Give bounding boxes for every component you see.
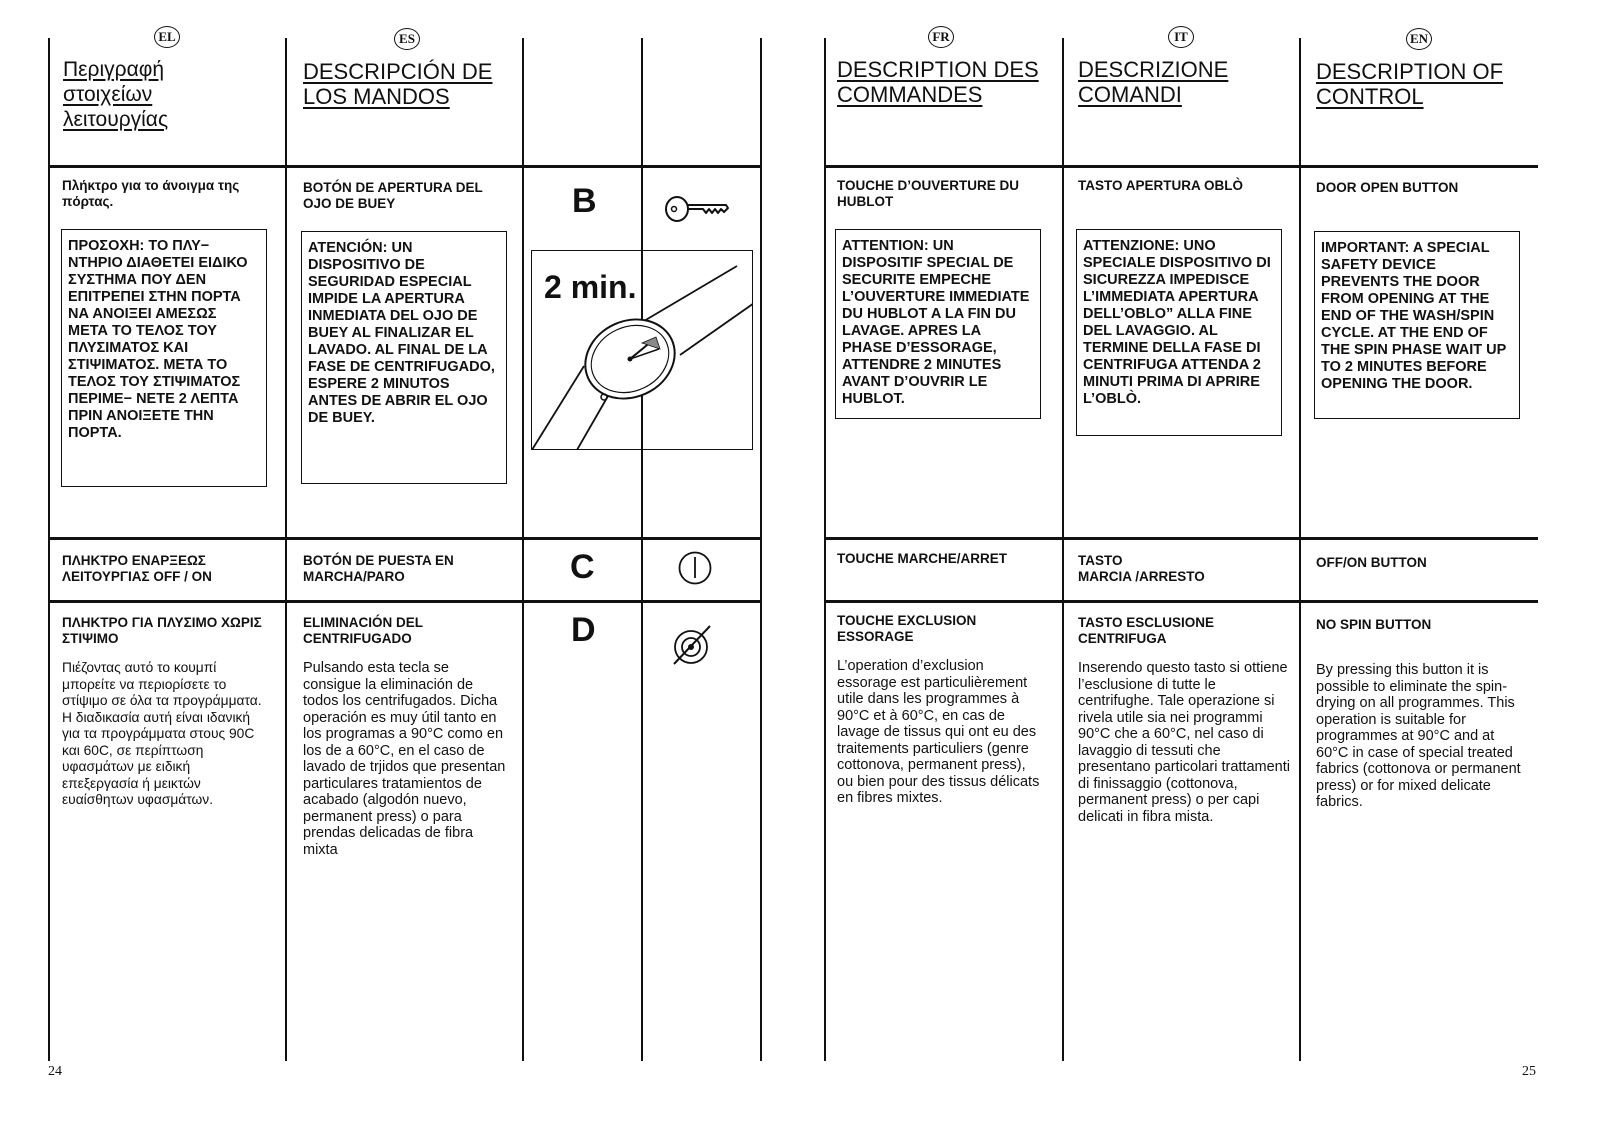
- onoff-label-it: TASTO MARCIA /ARRESTO: [1078, 553, 1205, 584]
- column-divider: [1062, 38, 1064, 1061]
- page-number-left: 24: [48, 1064, 62, 1079]
- onoff-label-es: BOTÓN DE PUESTA EN MARCHA/PARO: [303, 553, 454, 584]
- page-number-right: 25: [1522, 1064, 1536, 1079]
- row-divider: [48, 537, 762, 540]
- no-spin-icon: [670, 624, 714, 668]
- nospin-label-en: NO SPIN BUTTON: [1316, 617, 1432, 632]
- column-divider: [285, 38, 287, 1061]
- warning-box-el: ΠΡΟΣΟΧΗ: ΤΟ ΠΛΥ− ΝΤΗΡΙΟ ΔΙΑΘΕΤΕΙ ΕΙΔΙΚΟ ΣΥΣΤΗΜΑ ΠΟΥ ΔΕΝ ΕΠΙΤΡΕΠΕΙ ΣΤΗΝ ΠΟΡΤΑ ΝΑ ΑΝΟΙΞΕΙ ΑΜΕΣΩΣ ΜΕΤΑ ΤΟ ΤΕΛΟΣ ΤΟΥ ΠΛΥΣΙΜΑΤΟΣ ΚΑΙ ΣΤΙΨΙΜΑΤΟΣ. ΜΕΤΑ ΤΟ ΤΕΛΟΣ ΤΟΥ ΣΤΙΨΙΜΑΤΟΣ ΠΕΡΙΜΕ− ΝΕΤΕ 2 ΛΕΠΤΑ ΠΡΙΝ ΑΝΟΙΞΕΤΕ ΤΗΝ ΠΟΡΤΑ.: [61, 229, 267, 487]
- language-badge-it: IT: [1168, 26, 1194, 48]
- control-letter-c: C: [570, 548, 595, 586]
- warning-box-en: IMPORTANT: A SPECIAL SAFETY DEVICE PREVENTS THE DOOR FROM OPENING AT THE END OF THE WASH/SPIN CYCLE. AT THE END OF THE SPIN PHASE WAIT UP TO 2 MINUTES BEFORE OPENING THE DOOR.: [1314, 231, 1520, 419]
- nospin-text-el: Πιέζοντας αυτό το κουμπί μπορείτε να περιορίσετε το στίψιμο σε όλα τα προγράμματα. Η διαδικασία αυτή είναι ιδανική για τα προγράμματα στους 90C και 60C, σε περίπτωση υφασμάτων με ειδική επεξεργασία ή μεικτών ευαίσθητων υφασμάτων.: [62, 660, 262, 807]
- row-divider: [824, 537, 1538, 540]
- title-es: DESCRIPCIÓN DE LOS MANDOS: [303, 59, 493, 109]
- nospin-label-fr: TOUCHE EXCLUSION ESSORAGE: [837, 613, 977, 644]
- column-divider: [48, 38, 50, 1061]
- nospin-text-it: Inserendo questo tasto si ottiene l’esclusione di tutte le centrifughe. Tale operazione si rivela utile sia nei programmi 90°C che a 60°C, nel caso di lavaggio di tessuti che presentano particolari trattamenti di finissaggio (cottonova, permanent press) o per capi delicati in fibra mista.: [1078, 660, 1290, 825]
- nospin-label-el: ΠΛΗΚΤΡΟ ΓΙΑ ΠΛΥΣΙΜΟ ΧΩΡΙΣ ΣΤΙΨΙΜΟ: [62, 615, 262, 646]
- column-divider: [522, 38, 524, 1061]
- warning-box-es: ATENCIÓN: UN DISPOSITIVO DE SEGURIDAD ESPECIAL IMPIDE LA APERTURA INMEDIATA DEL OJO DE BUEY AL FINALIZAR EL LAVADO. AL FINAL DE LA FASE DE CENTRIFUGADO, ESPERE 2 MINUTOS ANTES DE ABRIR EL OJO DE BUEY.: [301, 231, 507, 484]
- row-divider: [48, 165, 762, 168]
- key-icon: [664, 192, 730, 226]
- language-badge-el: EL: [154, 26, 180, 48]
- door-button-label-it: TASTO APERTURA OBLÒ: [1078, 178, 1243, 193]
- column-divider: [1299, 38, 1301, 1061]
- door-button-label-es: BOTÓN DE APERTURA DEL OJO DE BUEY: [303, 180, 483, 211]
- nospin-label-it: TASTO ESCLUSIONE CENTRIFUGA: [1078, 615, 1215, 646]
- control-letter-d: D: [571, 611, 596, 649]
- column-divider: [824, 38, 826, 1061]
- title-fr: DESCRIPTION DES COMMANDES: [837, 57, 1039, 107]
- door-button-label-fr: TOUCHE D’OUVERTURE DU HUBLOT: [837, 178, 1020, 209]
- language-badge-fr: FR: [928, 26, 954, 48]
- door-button-label-el: Πλήκτρο για το άνοιγμα της πόρτας.: [62, 178, 240, 209]
- power-icon: [677, 550, 713, 586]
- title-it: DESCRIZIONE COMANDI: [1078, 57, 1229, 107]
- nospin-text-en: By pressing this button it is possible to eliminate the spin-drying on all programmes. This operation is suitable for programmes at 90°C and at 60°C in case of special treated fabrics (cottonova or permanent press) or for mixed delicate fabrics.: [1316, 662, 1521, 810]
- warning-box-fr: ATTENTION: UN DISPOSITIF SPECIAL DE SECURITE EMPECHE L’OUVERTURE IMMEDIATE DU HUBLOT A LA FIN DU LAVAGE. APRES LA PHASE D’ESSORAGE, ATTENDRE 2 MINUTES AVANT D’OUVRIR LE HUBLOT.: [835, 229, 1041, 419]
- row-divider: [824, 165, 1538, 168]
- nospin-text-es: Pulsando esta tecla se consigue la eliminación de todos los centrifugados. Dicha operación es muy útil tanto en los programas a 90°C como en los de a 60°C, en el caso de lavado de trjidos que presentan particulares tratamientos de acabado (algodón nuevo, permanent press) o para prendas delicadas de fibra mixta: [303, 660, 506, 858]
- column-divider: [641, 38, 643, 1061]
- timer-illustration: [531, 250, 753, 450]
- onoff-label-en: OFF/ON BUTTON: [1316, 555, 1427, 570]
- language-badge-es: ES: [394, 28, 420, 50]
- row-divider: [824, 600, 1538, 603]
- row-divider: [48, 600, 762, 603]
- title-en: DESCRIPTION OF CONTROL: [1316, 59, 1504, 109]
- language-badge-en: EN: [1406, 28, 1432, 50]
- timer-text: 2 min.: [544, 269, 637, 305]
- door-button-label-en: DOOR OPEN BUTTON: [1316, 180, 1459, 195]
- warning-box-it: ATTENZIONE: UNO SPECIALE DISPOSITIVO DI SICUREZZA IMPEDISCE L’IMMEDIATA APERTURA DELL’OBLO” ALLA FINE DEL LAVAGGIO. AL TERMINE DELLA FASE DI CENTRIFUGA ATTENDA 2 MINUTI PRIMA DI APRIRE L’OBLÒ.: [1076, 229, 1282, 436]
- onoff-label-el: ΠΛΗΚΤΡΟ ΕΝΑΡΞΕΩΣ ΛΕΙΤΟΥΡΓΙΑΣ OFF / ON: [62, 553, 212, 584]
- nospin-text-fr: L’operation d’exclusion essorage est particulièrement utile dans les programmes à 90°C et à 60°C, en cas de lavage de tissus qui ont eu des traitements particuliers (genre cottonova, permanent press), ou bien pour des tissus délicats en fibres mixtes.: [837, 658, 1040, 806]
- onoff-label-fr: TOUCHE MARCHE/ARRET: [837, 551, 1008, 566]
- control-letter-b: B: [572, 182, 597, 220]
- title-el: Περιγραφή στοιχείων λειτουργίας: [63, 58, 169, 131]
- column-divider: [760, 38, 762, 1061]
- wristwatch-icon: [532, 251, 753, 450]
- nospin-label-es: ELIMINACIÓN DEL CENTRIFUGADO: [303, 615, 423, 646]
